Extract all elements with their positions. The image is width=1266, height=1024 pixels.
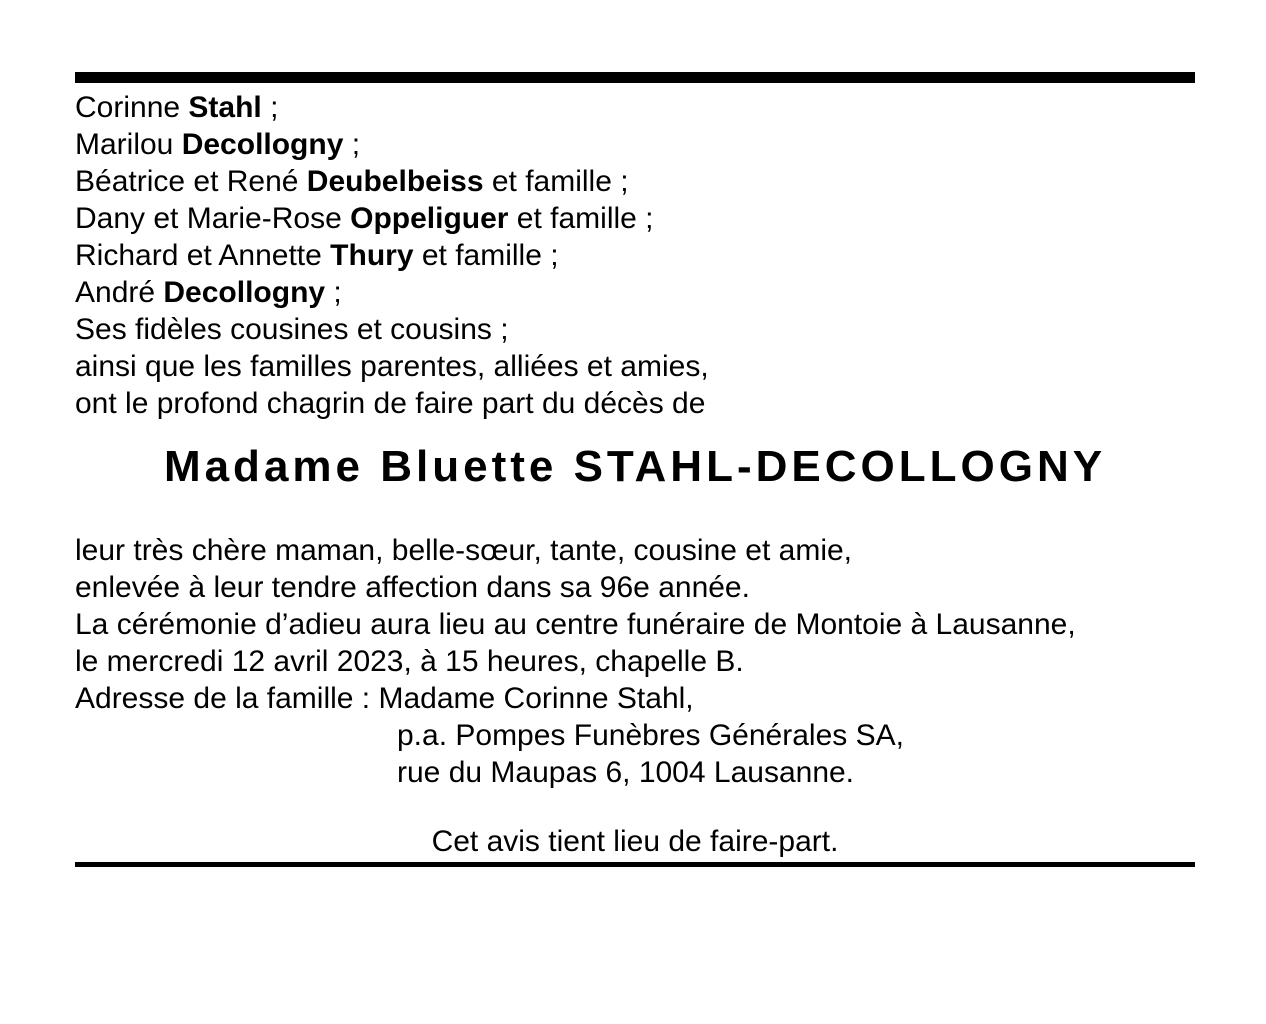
- family-address-line: rue du Maupas 6, 1004 Lausanne.: [397, 756, 855, 789]
- deceased-name-title: Madame Bluette STAHL-DECOLLOGNY: [163, 442, 1107, 491]
- mourner-post: ;: [343, 128, 361, 161]
- mourner-line: [75, 200, 1195, 237]
- family-name: Thury: [330, 239, 414, 272]
- family-name: Stahl: [188, 91, 262, 124]
- notice-details: [75, 532, 1195, 791]
- mourner-pre: Richard et Annette: [75, 239, 331, 272]
- mourner-pre: André: [75, 276, 164, 309]
- family-address-line: Adresse de la famille : Madame Corinne Stahl,: [75, 682, 694, 715]
- mourner-line: [75, 385, 1195, 422]
- mourner-post: et famille ;: [508, 202, 654, 235]
- family-name: Oppeliguer: [350, 202, 509, 235]
- mourner-pre: Corinne: [75, 91, 189, 124]
- mourner-pre: Béatrice et René: [75, 165, 307, 198]
- mourner-post: ;: [261, 91, 279, 124]
- mourner-pre: Marilou: [75, 128, 182, 161]
- mourner-pre: ainsi que les familles parentes, alliées et amies,: [75, 350, 709, 383]
- mourner-pre: Dany et Marie-Rose: [75, 202, 351, 235]
- mourner-line: [75, 126, 1195, 163]
- mourner-post: et famille ;: [413, 239, 559, 272]
- mourner-line: [75, 274, 1195, 311]
- ceremony-line: La cérémonie d’adieu aura lieu au centre funéraire de Montoie à Lausanne,: [75, 608, 1076, 641]
- mourner-line: [75, 237, 1195, 274]
- family-address-line: p.a. Pompes Funèbres Générales SA,: [397, 719, 904, 752]
- family-name: Decollogny: [181, 128, 344, 161]
- ceremony-date-line: le mercredi 12 avril 2023, à 15 heures, chapelle B.: [75, 645, 744, 678]
- family-name: Decollogny: [163, 276, 326, 309]
- detail-line: enlevée à leur tendre affection dans sa 96e année.: [75, 571, 750, 604]
- mourners-list: [75, 89, 1195, 422]
- mourner-pre: Ses fidèles cousines et cousins ;: [75, 313, 509, 346]
- mourner-post: ;: [325, 276, 342, 309]
- footer-note: Cet avis tient lieu de faire-part.: [431, 825, 839, 858]
- bottom-rule: [75, 862, 1195, 867]
- mourner-pre: ont le profond chagrin de faire part du décès de: [75, 387, 706, 420]
- mourner-line: [75, 348, 1195, 385]
- family-name: Deubelbeiss: [306, 165, 484, 198]
- top-rule: [75, 72, 1195, 83]
- mourner-line: [75, 163, 1195, 200]
- mourner-post: et famille ;: [483, 165, 629, 198]
- death-notice-page: [0, 72, 1266, 1024]
- mourner-line: [75, 89, 1195, 126]
- mourner-line: [75, 311, 1195, 348]
- detail-line: leur très chère maman, belle-sœur, tante, cousine et amie,: [75, 534, 853, 567]
